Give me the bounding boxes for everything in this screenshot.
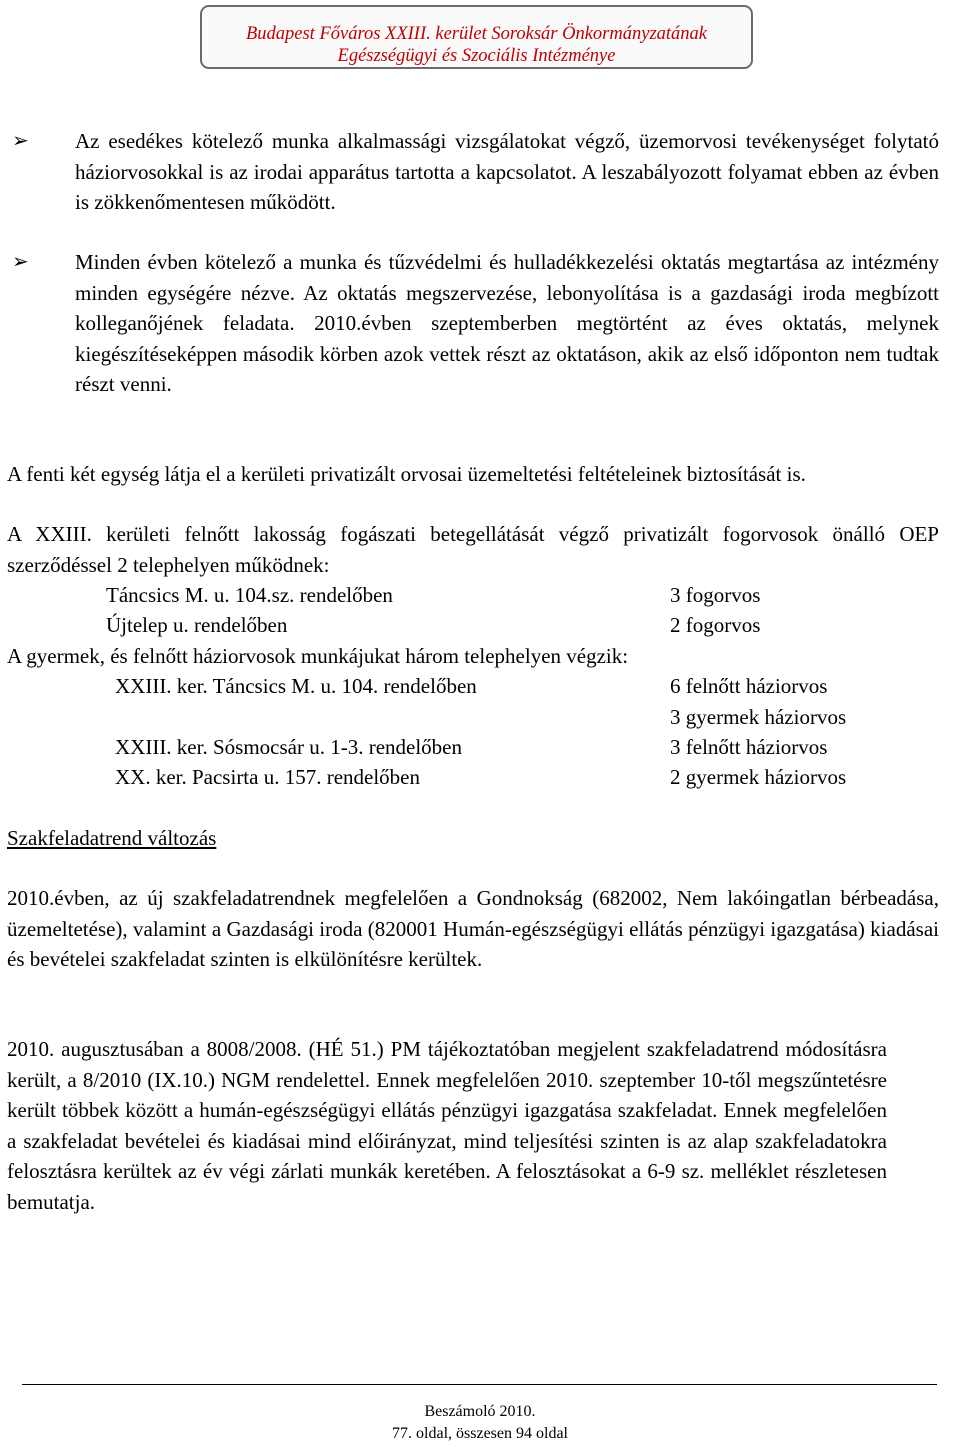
- gp-intro: A gyermek, és felnőtt háziorvosok munkájukat három telephelyen végzik:: [7, 644, 629, 668]
- gp-count-2: 3 gyermek háziorvos: [670, 705, 847, 729]
- gp-count-4: 2 gyermek háziorvos: [670, 765, 847, 789]
- footer-page-number: 77. oldal, összesen 94 oldal: [392, 1425, 568, 1442]
- paragraph-new-task-structure: 2010.évben, az új szakfeladatrendnek megfelelően a Gondnokság (682002, Nem lakóingatlan bérbeadása, üzemeltetése), valamint a Gazdasági iroda (820001 Humán-egészségügyi ellátás pénzügyi igazgatása) kiadásai és bevételei szakfeladat szinten is elkülönítésre kerültek.: [7, 886, 939, 971]
- dental-place-1: Táncsics M. u. 104.sz. rendelőben: [106, 583, 393, 607]
- header-institution-line: Budapest Főváros XXIII. kerület Soroksár Önkormányzatának: [245, 24, 708, 44]
- arrow-bullet-icon: ➢: [12, 130, 29, 152]
- paragraph-task-modification: 2010. augusztusában a 8008/2008. (HÉ 51.) PM tájékoztatóban megjelent szakfeladatrend módosításra került, a 8/2010 (IX.10.) NGM rendelettel. Ennek megfelelően 2010. szeptember 10-től megszűntetésre került többek között a humán-egészségügyi ellátás pénzügyi igazgatása szakfeladat. Ennek megfelelően a szakfeladat bevételei és kiadásai mind előirányzat, mind teljesítési szinten is az alap szakfeladatokra felosztásra kerültek az év végi zárlati munkák keretében. A felosztásokat a 6-9 sz. melléklet részletesen bemutatja.: [7, 1037, 887, 1214]
- dental-place-2: Újtelep u. rendelőben: [106, 613, 288, 637]
- gp-place-1: XXIII. ker. Táncsics M. u. 104. rendelőben: [115, 674, 477, 698]
- bullet-paragraph-2: Minden évben kötelező a munka és tűzvédelmi és hulladékkezelési oktatás megtartása az intézmény minden egységére nézve. Az oktatás megszervezése, lebonyolítása is a gazdasági iroda megbízott kolleganőjének feladata. 2010.évben szeptemberben megtörtént az éves oktatás, melynek kiegészítéseképpen második körben azok vettek részt az oktatáson, akik az első időponton nem tudtak részt venni.: [75, 250, 939, 396]
- section-title: Szakfeladatrend változás: [7, 826, 217, 850]
- gp-place-4: XX. ker. Pacsirta u. 157. rendelőben: [115, 765, 421, 789]
- gp-count-1: 6 felnőtt háziorvos: [670, 674, 828, 698]
- arrow-bullet-icon: ➢: [12, 251, 29, 273]
- paragraph-privatized-doctors: A fenti két egység látja el a kerületi privatizált orvosai üzemeltetési feltételeinek biztosítását is.: [7, 462, 806, 486]
- dental-count-1: 3 fogorvos: [670, 583, 761, 607]
- header-box: [200, 5, 753, 69]
- bullet-paragraph-1: Az esedékes kötelező munka alkalmassági vizsgálatokat végző, üzemorvosi tevékenységet folytató háziorvosokkal is az irodai apparátus tartotta a kapcsolatot. A leszabályozott folyamat ebben az évben is zökkenőmentesen működött.: [75, 129, 939, 214]
- footer-report-title: Beszámoló 2010.: [424, 1403, 536, 1420]
- gp-count-3: 3 felnőtt háziorvos: [670, 735, 828, 759]
- footer-divider: [22, 1384, 937, 1385]
- dental-count-2: 2 fogorvos: [670, 613, 761, 637]
- header-department-line: Egészségügyi és Szociális Intézménye: [337, 46, 616, 66]
- paragraph-dentists: A XXIII. kerületi felnőtt lakosság fogászati betegellátását végző privatizált fogorvosok önálló OEP szerződéssel 2 telephelyen működnek:: [7, 522, 939, 577]
- gp-place-3: XXIII. ker. Sósmocsár u. 1-3. rendelőben: [115, 735, 462, 759]
